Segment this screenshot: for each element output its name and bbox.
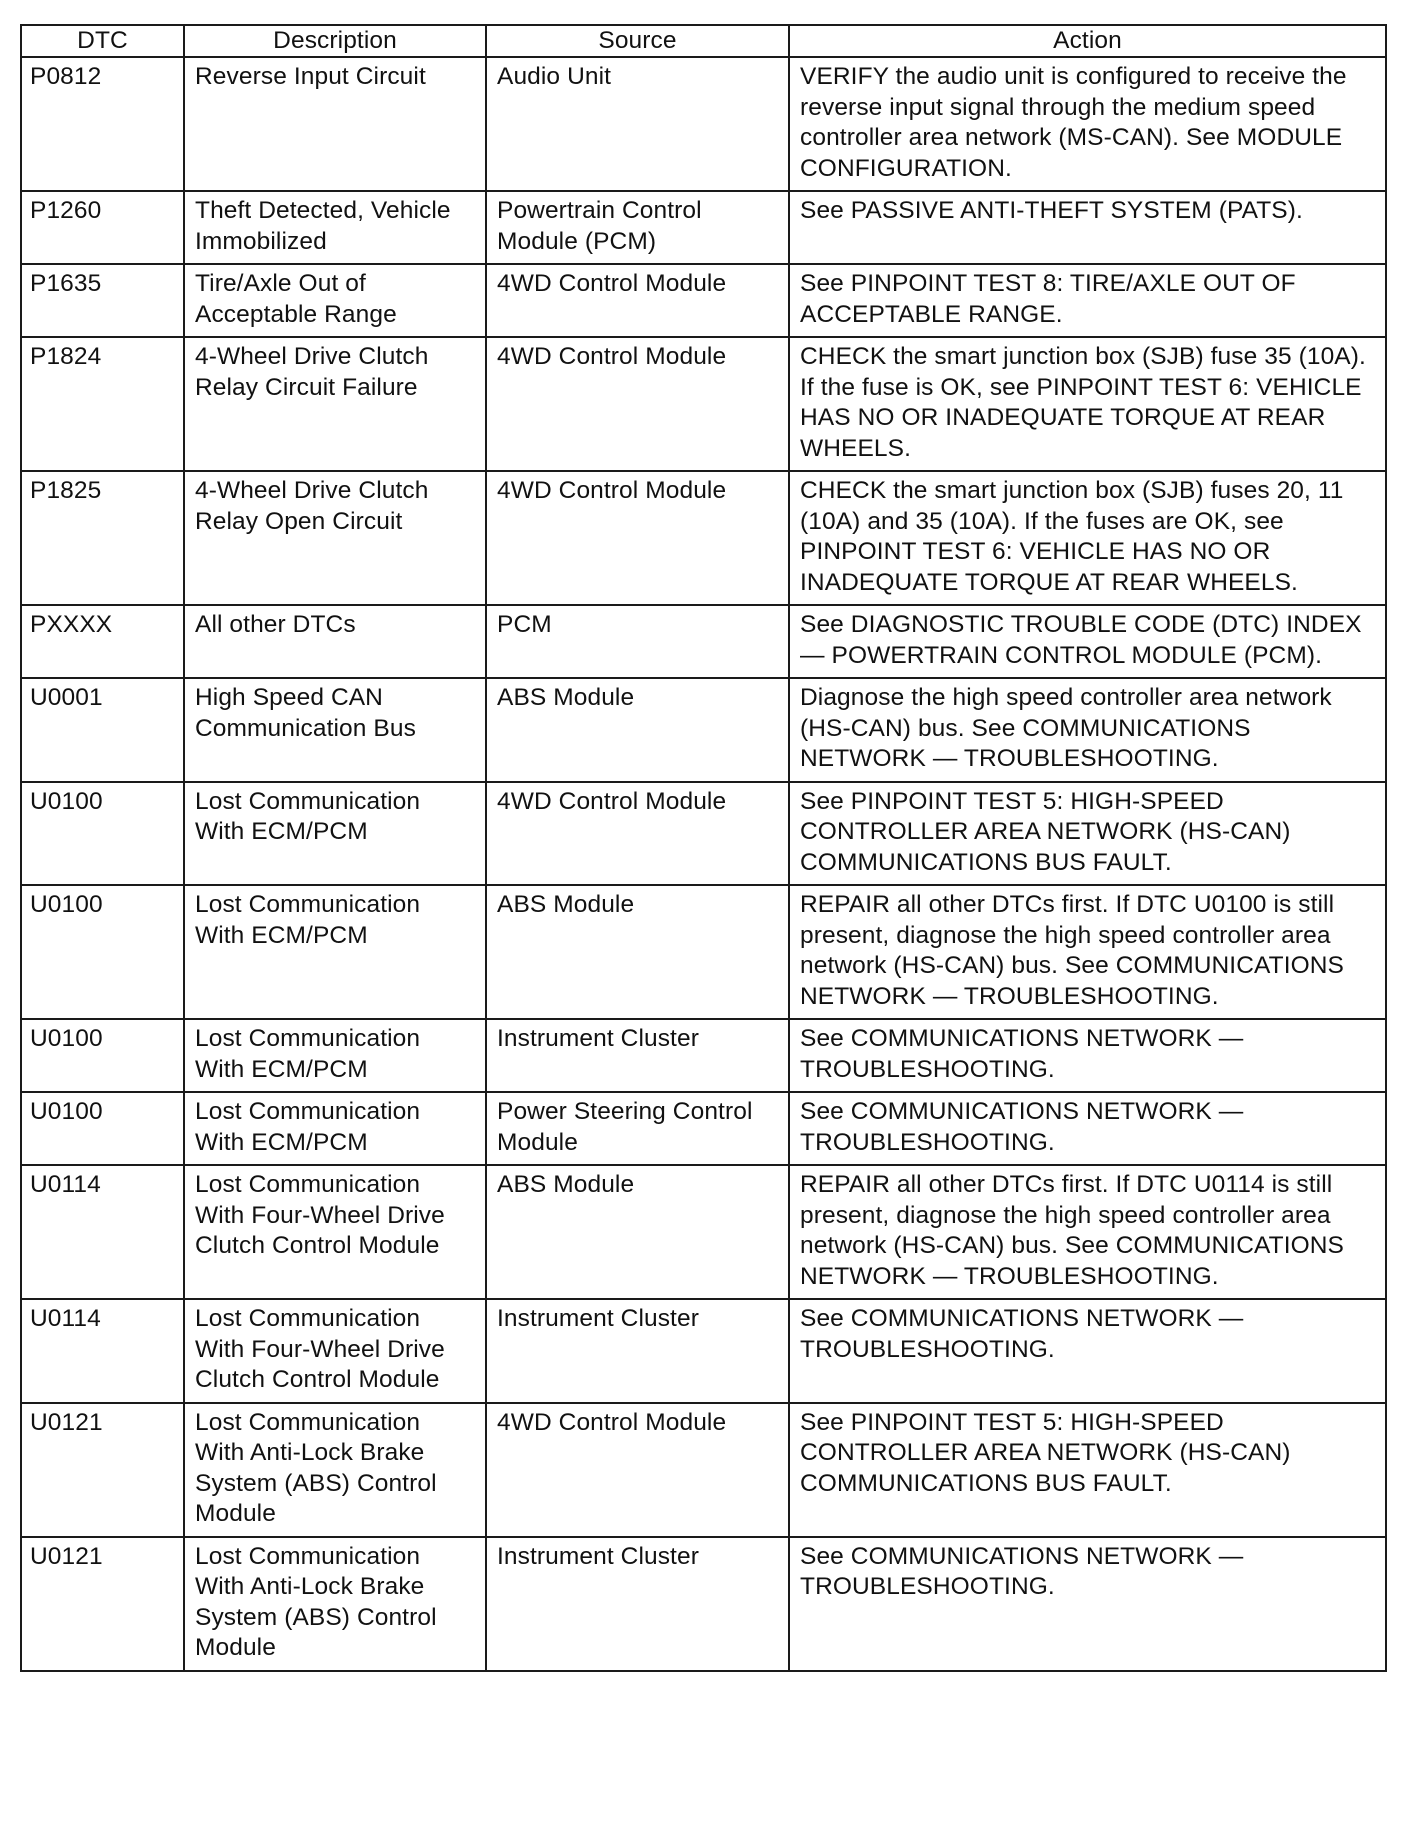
dtc-code-cell [21, 1092, 184, 1165]
source-cell [486, 57, 789, 191]
description-cell [184, 191, 486, 264]
dtc-code-cell [21, 337, 184, 471]
dtc-code-cell [21, 191, 184, 264]
dtc-code-text: U0100 [30, 787, 103, 815]
table-row [21, 471, 1386, 605]
description-text: All other DTCs [195, 611, 356, 638]
table-row [21, 264, 1386, 337]
source-cell [486, 471, 789, 605]
dtc-code-cell [21, 1403, 184, 1537]
action-cell [789, 678, 1386, 782]
table-row [21, 1403, 1386, 1537]
dtc-code-text: P1635 [30, 270, 102, 297]
action-cell [789, 191, 1386, 264]
source-text: 4WD Control Module [497, 787, 727, 815]
source-text: 4WD Control Module [497, 343, 727, 370]
table-row [21, 1537, 1386, 1671]
source-text: Audio Unit [497, 63, 612, 90]
dtc-code-cell [21, 605, 184, 678]
action-text: See COMMUNICATIONS NETWORK — TROUBLESHOOTING. [800, 1542, 1244, 1600]
description-text: Lost Communication With ECM/PCM [195, 891, 421, 949]
source-text: ABS Module [497, 1171, 635, 1198]
dtc-code-text: P1260 [30, 197, 102, 224]
source-text: ABS Module [497, 891, 635, 918]
header-description: Description [184, 25, 486, 57]
source-cell [486, 1019, 789, 1092]
description-cell [184, 1403, 486, 1537]
source-cell [486, 1165, 789, 1299]
source-cell [486, 191, 789, 264]
description-text: Lost Communication With Four-Wheel Drive Clutch Control Module [195, 1171, 445, 1259]
table-row [21, 782, 1386, 886]
source-cell [486, 605, 789, 678]
table-row [21, 1092, 1386, 1165]
source-cell [486, 1092, 789, 1165]
table-row [21, 191, 1386, 264]
action-text: REPAIR all other DTCs first. If DTC U0114 is still present, diagnose the high speed controller area network (HS-CAN) bus. See COMMUNICATIONS NETWORK — TROUBLESHOOTING. [800, 1171, 1344, 1290]
table-row [21, 1165, 1386, 1299]
table-row [21, 1019, 1386, 1092]
description-cell [184, 605, 486, 678]
action-cell [789, 1537, 1386, 1671]
action-cell [789, 57, 1386, 191]
dtc-code-text: U0001 [30, 684, 103, 711]
description-text: Lost Communication With Anti-Lock Brake System (ABS) Control Module [195, 1542, 437, 1661]
description-cell [184, 1165, 486, 1299]
source-text: 4WD Control Module [497, 477, 727, 504]
dtc-code-text: P0812 [30, 63, 102, 90]
description-cell [184, 1537, 486, 1671]
source-text: Powertrain Control Module (PCM) [497, 197, 702, 255]
description-text: Lost Communication With Four-Wheel Drive Clutch Control Module [195, 1305, 445, 1393]
action-cell [789, 1165, 1386, 1299]
source-text: 4WD Control Module [497, 270, 727, 297]
dtc-code-cell [21, 57, 184, 191]
action-text: See COMMUNICATIONS NETWORK — TROUBLESHOOTING. [800, 1098, 1244, 1156]
source-cell [486, 782, 789, 886]
header-dtc: DTC [21, 25, 184, 57]
description-text: Lost Communication With ECM/PCM [195, 1025, 421, 1083]
dtc-table [20, 24, 1387, 1672]
action-cell [789, 1092, 1386, 1165]
source-cell [486, 885, 789, 1019]
header-action: Action [789, 25, 1386, 57]
dtc-code-cell [21, 885, 184, 1019]
description-text: Reverse Input Circuit [195, 63, 426, 90]
document-page [20, 24, 1385, 1672]
action-text: See COMMUNICATIONS NETWORK — TROUBLESHOOTING. [800, 1305, 1244, 1363]
table-row [21, 1299, 1386, 1403]
source-cell [486, 1537, 789, 1671]
action-cell [789, 264, 1386, 337]
action-text: REPAIR all other DTCs first. If DTC U0100 is still present, diagnose the high speed controller area network (HS-CAN) bus. See COMMUNICATIONS NETWORK — TROUBLESHOOTING. [800, 891, 1344, 1010]
description-cell [184, 264, 486, 337]
dtc-code-cell [21, 1019, 184, 1092]
action-text: VERIFY the audio unit is configured to receive the reverse input signal through the medium speed controller area network (MS-CAN). See MODULE CONFIGURATION. [800, 63, 1347, 182]
dtc-code-text: U0121 [30, 1408, 103, 1436]
description-cell [184, 782, 486, 886]
dtc-code-cell [21, 1537, 184, 1671]
action-cell [789, 782, 1386, 886]
action-cell [789, 471, 1386, 605]
action-text: Diagnose the high speed controller area network (HS-CAN) bus. See COMMUNICATIONS NETWORK — TROUBLESHOOTING. [800, 684, 1332, 772]
dtc-code-cell [21, 782, 184, 886]
source-text: Instrument Cluster [497, 1305, 699, 1332]
description-text: Lost Communication With Anti-Lock Brake System (ABS) Control Module [195, 1408, 437, 1527]
table-row [21, 605, 1386, 678]
header-row [21, 25, 1386, 57]
action-text: CHECK the smart junction box (SJB) fuses 20, 11 (10A) and 35 (10A). If the fuses are OK, see PINPOINT TEST 6: VEHICLE HAS NO OR INADEQUATE TORQUE AT REAR WHEELS. [800, 477, 1344, 596]
dtc-code-cell [21, 264, 184, 337]
action-text: See DIAGNOSTIC TROUBLE CODE (DTC) INDEX — POWERTRAIN CONTROL MODULE (PCM). [800, 611, 1362, 669]
dtc-code-cell [21, 471, 184, 605]
action-cell [789, 605, 1386, 678]
table-row [21, 678, 1386, 782]
action-cell [789, 885, 1386, 1019]
source-text: 4WD Control Module [497, 1408, 727, 1436]
dtc-code-text: U0114 [30, 1305, 101, 1332]
dtc-code-cell [21, 1165, 184, 1299]
description-text: Lost Communication With ECM/PCM [195, 787, 421, 845]
action-cell [789, 1019, 1386, 1092]
description-text: 4-Wheel Drive Clutch Relay Open Circuit [195, 477, 429, 535]
dtc-code-cell [21, 678, 184, 782]
source-cell [486, 1403, 789, 1537]
action-cell [789, 1403, 1386, 1537]
table-row [21, 337, 1386, 471]
source-text: Instrument Cluster [497, 1025, 699, 1052]
description-cell [184, 1019, 486, 1092]
description-cell [184, 1092, 486, 1165]
source-text: Power Steering Control Module [497, 1098, 753, 1156]
action-cell [789, 1299, 1386, 1403]
description-cell [184, 471, 486, 605]
dtc-code-text: PXXXX [30, 611, 113, 638]
description-cell [184, 1299, 486, 1403]
dtc-code-cell [21, 1299, 184, 1403]
dtc-code-text: U0100 [30, 1098, 103, 1125]
action-text: CHECK the smart junction box (SJB) fuse 35 (10A). If the fuse is OK, see PINPOINT TEST 6: VEHICLE HAS NO OR INADEQUATE TORQUE AT REAR WHEELS. [800, 343, 1366, 462]
source-cell [486, 337, 789, 471]
action-cell [789, 337, 1386, 471]
description-text: Theft Detected, Vehicle Immobilized [195, 197, 451, 255]
dtc-code-text: U0114 [30, 1171, 101, 1198]
table-row [21, 57, 1386, 191]
description-text: Tire/Axle Out of Acceptable Range [195, 270, 397, 328]
source-cell [486, 678, 789, 782]
action-text: See PINPOINT TEST 5: HIGH-SPEED CONTROLLER AREA NETWORK (HS-CAN) COMMUNICATIONS BUS FAULT. [800, 1408, 1291, 1497]
description-cell [184, 337, 486, 471]
action-text: See PINPOINT TEST 5: HIGH-SPEED CONTROLLER AREA NETWORK (HS-CAN) COMMUNICATIONS BUS FAULT. [800, 787, 1291, 876]
dtc-code-text: U0100 [30, 891, 103, 918]
action-text: See PINPOINT TEST 8: TIRE/AXLE OUT OF ACCEPTABLE RANGE. [800, 270, 1296, 328]
description-cell [184, 57, 486, 191]
table-body [21, 57, 1386, 1671]
description-cell [184, 678, 486, 782]
action-text: See PASSIVE ANTI-THEFT SYSTEM (PATS). [800, 197, 1303, 224]
source-cell [486, 264, 789, 337]
dtc-code-text: P1824 [30, 343, 102, 370]
table-header [21, 25, 1386, 57]
description-text: High Speed CAN Communication Bus [195, 684, 416, 742]
source-text: ABS Module [497, 684, 635, 711]
description-text: Lost Communication With ECM/PCM [195, 1098, 421, 1156]
header-source: Source [486, 25, 789, 57]
source-text: Instrument Cluster [497, 1542, 699, 1570]
action-text: See COMMUNICATIONS NETWORK — TROUBLESHOOTING. [800, 1025, 1244, 1083]
source-text: PCM [497, 611, 552, 638]
table-row [21, 885, 1386, 1019]
description-text: 4-Wheel Drive Clutch Relay Circuit Failure [195, 343, 429, 401]
description-cell [184, 885, 486, 1019]
source-cell [486, 1299, 789, 1403]
dtc-code-text: P1825 [30, 477, 102, 504]
dtc-code-text: U0121 [30, 1542, 103, 1570]
dtc-code-text: U0100 [30, 1025, 103, 1052]
